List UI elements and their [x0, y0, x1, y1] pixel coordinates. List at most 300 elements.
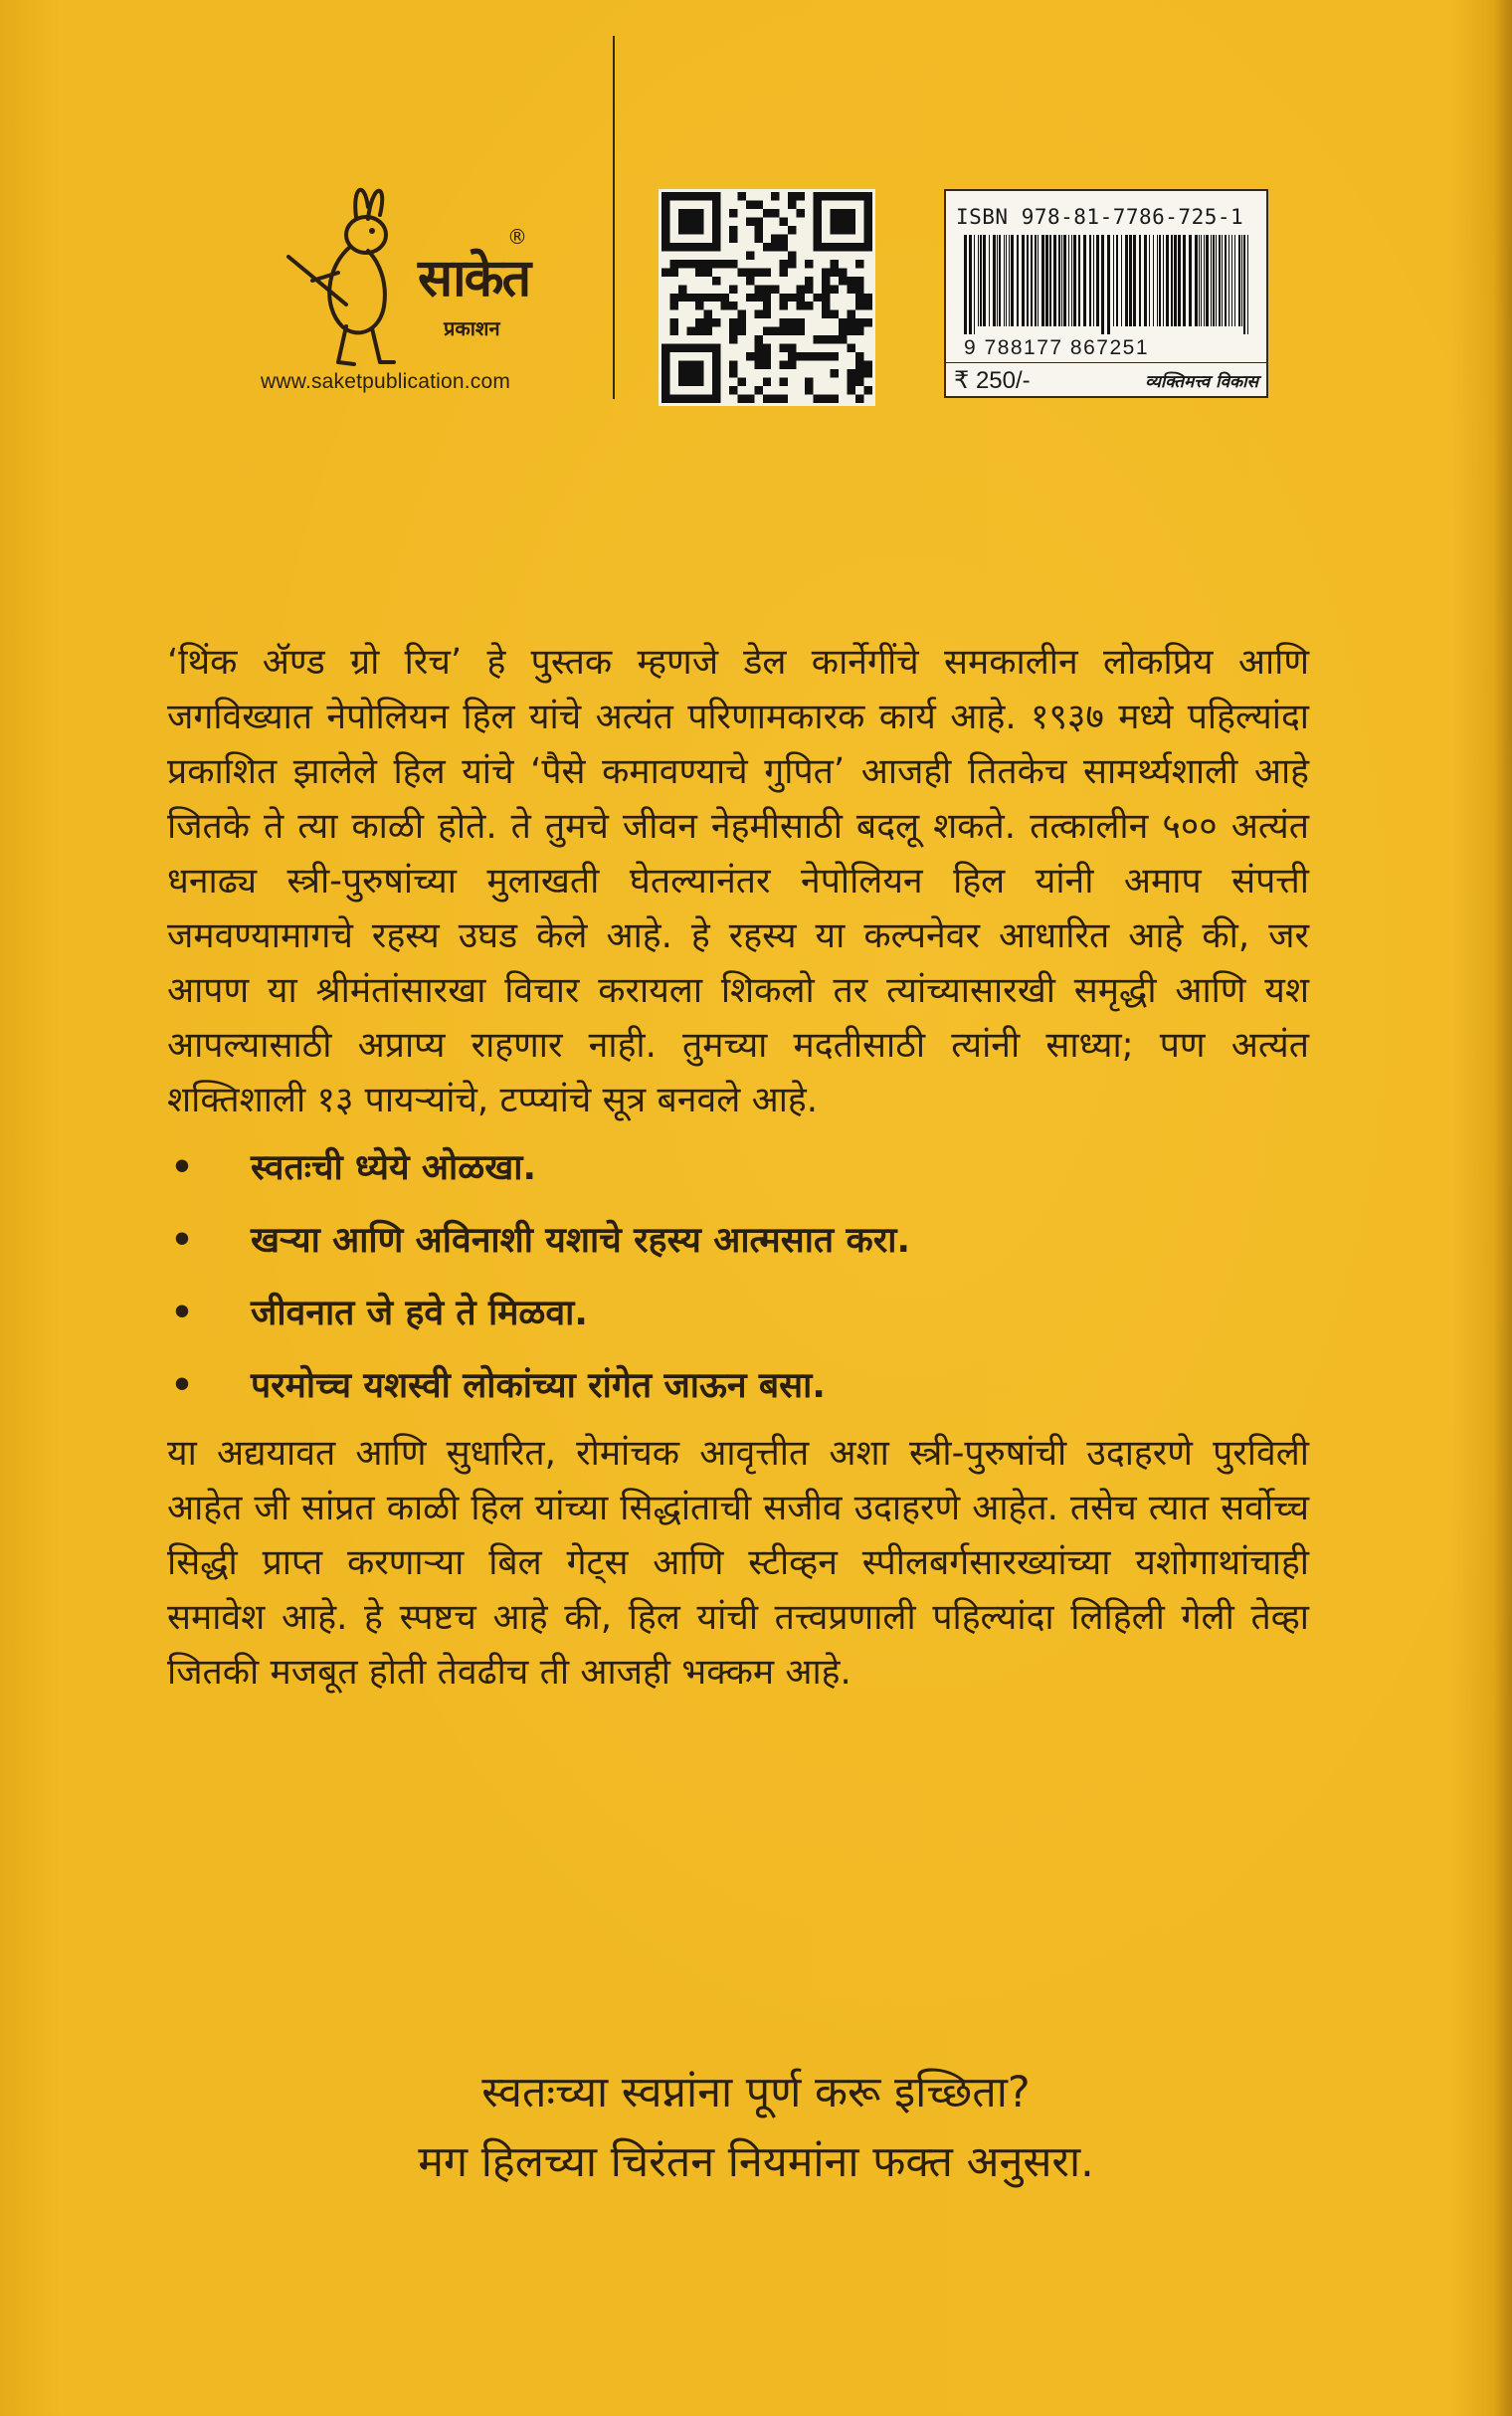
barcode-bar: [1241, 235, 1242, 326]
barcode-bar: [1113, 235, 1114, 326]
qr-module: [686, 344, 694, 352]
qr-module: [780, 243, 788, 251]
qr-module: [831, 335, 839, 343]
qr-module: [729, 318, 737, 326]
qr-module: [737, 378, 745, 386]
qr-module: [831, 243, 839, 251]
qr-module: [754, 226, 762, 234]
qr-module: [746, 294, 754, 302]
qr-module: [780, 378, 788, 386]
qr-module: [864, 386, 872, 394]
price-row: [946, 362, 1266, 397]
qr-module: [678, 369, 686, 377]
qr-module: [720, 260, 728, 268]
barcode-bar: [1107, 235, 1110, 334]
qr-module: [839, 209, 847, 217]
qr-module: [855, 285, 863, 293]
qr-module: [712, 217, 720, 225]
qr-module: [864, 302, 872, 309]
barcode-bar: [974, 235, 975, 334]
qr-module: [712, 352, 720, 360]
barcode-bar: [1247, 235, 1248, 334]
qr-module: [729, 209, 737, 217]
qr-module: [839, 192, 847, 200]
qr-module: [864, 243, 872, 251]
barcode-bar: [964, 235, 967, 334]
qr-module: [695, 226, 703, 234]
qr-module: [729, 361, 737, 369]
qr-module: [703, 318, 711, 326]
barcode-bar: [1045, 235, 1048, 326]
qr-module: [754, 217, 762, 225]
qr-module: [763, 302, 771, 309]
description: [167, 635, 1309, 1700]
qr-module: [712, 369, 720, 377]
qr-module: [763, 395, 771, 403]
barcode-bar: [1071, 235, 1072, 326]
barcode-digits: 9 788177 867251: [964, 336, 1149, 359]
description-paragraph-1: ‘थिंक ॲण्ड ग्रो रिच’ हे पुस्तक म्हणजे डेल कार्नेगींचे समकालीन लोकप्रिय आणि जगविख्यात नेपोलियन हिल यांचे अत्यंत परिणामकारक कार्य आहे. १९३७ मध्ये पहिल्यांदा प्रकाशित झालेले हिल यांचे ‘पैसे कमावण्याचे गुपित’ आजही तितकेच सामर्थ्यशाली आहे जितके ते त्या काळी होते. ते तुमचे जीवन नेहमीसाठी बदलू शकते. तत्कालीन ५०० अत्यंत धनाढ्य स्त्री-पुरुषांच्या मुलाखती घेतल्यानंतर नेपोलियन हिल यांनी अमाप संपत्ती जमवण्यामागचे रहस्य उघड केले आहे. हे रहस्य या कल्पनेवर आधारित आहे की, जर आपण या श्रीमंतांसारखा विचार करायला शिकलो तर त्यांच्यासारखी समृद्धी आणि यश आपल्यासाठी अप्राप्य राहणार नाही. तुमच्या मदतीसाठी त्यांनी साध्या; पण अत्यंत शक्तिशाली १३ पायऱ्यांचे, टप्प्यांचे सूत्र बनवले आहे.: [167, 642, 1309, 1120]
barcode-bar: [997, 235, 998, 326]
qr-module: [712, 361, 720, 369]
qr-module: [746, 217, 754, 225]
barcode-bar: [1171, 235, 1173, 326]
barcode-bar: [983, 235, 986, 326]
qr-module: [737, 192, 745, 200]
barcode-bar: [1073, 235, 1076, 326]
barcode-bar: [1053, 235, 1056, 326]
qr-module: [814, 200, 822, 208]
qr-module: [712, 294, 720, 302]
qr-module: [797, 318, 805, 326]
barcode-bar: [1068, 235, 1069, 326]
qr-module: [695, 268, 703, 276]
qr-module: [686, 378, 694, 386]
qr-module: [695, 344, 703, 352]
bullet-text: स्वतःची ध्येये ओळखा.: [251, 1147, 536, 1188]
qr-module: [662, 234, 669, 242]
qr-module: [831, 352, 839, 360]
qr-module: [788, 192, 796, 200]
qr-module: [814, 243, 822, 251]
qr-module: [695, 369, 703, 377]
qr-module: [662, 226, 669, 234]
qr-module: [848, 378, 855, 386]
qr-module: [678, 361, 686, 369]
qr-module: [839, 335, 847, 343]
qr-module: [848, 344, 855, 352]
qr-module: [771, 192, 779, 200]
barcode-bar: [1121, 235, 1122, 326]
qr-module: [822, 335, 830, 343]
qr-module: [712, 386, 720, 394]
qr-module: [771, 285, 779, 293]
qr-module: [703, 327, 711, 335]
qr-module: [780, 327, 788, 335]
qr-module: [695, 318, 703, 326]
qr-module: [662, 268, 669, 276]
barcode-bar: [1058, 235, 1060, 326]
qr-module: [712, 226, 720, 234]
qr-module: [797, 294, 805, 302]
qr-module: [695, 327, 703, 335]
qr-module: [822, 285, 830, 293]
qr-module: [712, 277, 720, 285]
barcode-bar: [1211, 235, 1212, 326]
barcode-bar: [1083, 235, 1086, 326]
qr-module: [855, 361, 863, 369]
qr-module: [763, 352, 771, 360]
qr-module: [822, 268, 830, 276]
qr-module: [662, 209, 669, 217]
bullet-list: [167, 1131, 1309, 1422]
qr-module: [662, 395, 669, 403]
barcode-bar: [1149, 235, 1150, 326]
qr-module: [814, 395, 822, 403]
barcode-bar: [1222, 235, 1223, 326]
qr-module: [754, 344, 762, 352]
qr-module: [703, 243, 711, 251]
qr-module: [754, 361, 762, 369]
qr-module: [662, 386, 669, 394]
qr-module: [814, 192, 822, 200]
barcode-bar: [1216, 235, 1217, 326]
publisher-subtitle: प्रकाशन: [444, 316, 500, 340]
qr-module: [695, 395, 703, 403]
qr-module: [686, 369, 694, 377]
barcode-bar: [978, 235, 979, 326]
qr-module: [814, 294, 822, 302]
qr-module: [703, 192, 711, 200]
qr-module: [788, 361, 796, 369]
qr-module: [754, 200, 762, 208]
barcode-bar: [1144, 235, 1147, 326]
qr-module: [805, 386, 813, 394]
qr-module: [720, 302, 728, 309]
qr-module: [678, 192, 686, 200]
qr-module: [797, 327, 805, 335]
qr-module: [797, 285, 805, 293]
barcode-bar: [1189, 235, 1192, 326]
registered-mark: ®: [507, 225, 527, 249]
qr-module: [754, 386, 762, 394]
qr-module: [788, 352, 796, 360]
qr-module: [678, 294, 686, 302]
qr-module: [737, 310, 745, 318]
qr-module: [831, 226, 839, 234]
qr-module: [686, 327, 694, 335]
barcode-bar: [1031, 235, 1033, 326]
qr-module: [763, 209, 771, 217]
qr-module: [831, 192, 839, 200]
qr-module: [805, 378, 813, 386]
qr-module: [678, 260, 686, 268]
barcode-bar: [1183, 235, 1186, 326]
list-item: [167, 1349, 1309, 1422]
qr-module: [788, 294, 796, 302]
barcode-bar: [1225, 235, 1227, 326]
qr-module: [839, 277, 847, 285]
barcode-bar: [1166, 235, 1169, 326]
barcode-bar: [1201, 235, 1202, 326]
price: ₹ 250/-: [954, 367, 1031, 394]
qr-module: [822, 277, 830, 285]
qr-module: [788, 226, 796, 234]
qr-module: [669, 268, 677, 276]
barcode-bar: [1204, 235, 1205, 326]
publisher-name: साकेत: [418, 249, 530, 308]
barcode-bar: [1195, 235, 1198, 326]
qr-module: [780, 395, 788, 403]
qr-module: [686, 395, 694, 403]
barcode-bar: [1041, 235, 1044, 326]
qr-module: [662, 344, 669, 352]
bullet-text: परमोच्च यशस्वी लोकांच्या रांगेत जाऊन बसा.: [251, 1365, 826, 1406]
qr-module: [746, 251, 754, 259]
qr-module: [831, 369, 839, 377]
qr-module: [695, 361, 703, 369]
barcode-bar: [1159, 235, 1161, 326]
qr-module: [678, 209, 686, 217]
qr-module: [831, 260, 839, 268]
qr-module: [831, 209, 839, 217]
barcode-bar: [1178, 235, 1181, 326]
barcode-bar: [1022, 235, 1025, 326]
qr-module: [686, 361, 694, 369]
category-label: व्यक्तिमत्त्व विकास: [1145, 372, 1258, 392]
qr-module: [771, 209, 779, 217]
qr-module: [848, 226, 855, 234]
qr-module: [695, 192, 703, 200]
qr-module: [678, 217, 686, 225]
qr-module: [729, 369, 737, 377]
qr-module: [848, 217, 855, 225]
barcode-bar: [1243, 235, 1245, 334]
vertical-divider: [613, 36, 615, 399]
list-item: [167, 1204, 1309, 1277]
barcode-bar: [1017, 235, 1019, 326]
qr-module: [839, 327, 847, 335]
qr-module: [678, 395, 686, 403]
qr-module: [737, 268, 745, 276]
barcode-bar: [1163, 235, 1164, 326]
qr-module: [788, 200, 796, 208]
qr-module: [695, 378, 703, 386]
qr-module: [814, 335, 822, 343]
barcode-bar: [1206, 235, 1209, 326]
qr-module: [822, 302, 830, 309]
qr-module: [669, 294, 677, 302]
qr-module: [855, 327, 863, 335]
qr-module: [763, 327, 771, 335]
qr-module: [822, 192, 830, 200]
qr-module: [763, 268, 771, 276]
qr-module: [662, 352, 669, 360]
barcode-bar: [1009, 235, 1010, 326]
qr-module: [763, 294, 771, 302]
qr-module: [695, 302, 703, 309]
qr-module: [678, 226, 686, 234]
qr-module: [695, 260, 703, 268]
qr-module: [831, 395, 839, 403]
qr-module: [729, 285, 737, 293]
qr-module: [763, 361, 771, 369]
qr-module: [797, 302, 805, 309]
barcode-bar: [980, 235, 982, 326]
barcode-bar: [1133, 235, 1136, 326]
bullet-icon: •: [170, 1220, 194, 1261]
barcode-bar: [1238, 235, 1240, 326]
qr-module: [771, 243, 779, 251]
qr-module: [855, 395, 863, 403]
qr-module: [662, 217, 669, 225]
qr-module: [780, 344, 788, 352]
qr-module: [822, 294, 830, 302]
qr-module: [864, 217, 872, 225]
qr-module: [788, 251, 796, 259]
qr-module: [855, 352, 863, 360]
barcode-bar: [1038, 235, 1039, 326]
qr-module: [780, 318, 788, 326]
qr-module: [814, 234, 822, 242]
qr-module: [788, 318, 796, 326]
qr-module: [746, 200, 754, 208]
isbn-barcode-box: [944, 189, 1268, 398]
qr-module: [754, 294, 762, 302]
qr-module: [855, 318, 863, 326]
qr-module: [805, 302, 813, 309]
qr-module: [848, 209, 855, 217]
barcode-bar: [1219, 235, 1221, 326]
qr-module: [703, 310, 711, 318]
barcode-bar: [989, 235, 990, 326]
barcode-bar: [1061, 235, 1062, 326]
qr-module: [814, 226, 822, 234]
qr-module: [855, 277, 863, 285]
qr-module: [848, 285, 855, 293]
qr-module: [686, 294, 694, 302]
qr-module: [695, 243, 703, 251]
barcode-bar: [1049, 235, 1051, 326]
qr-module: [686, 226, 694, 234]
qr-module: [729, 260, 737, 268]
qr-module: [669, 192, 677, 200]
qr-module: [746, 395, 754, 403]
qr-module: [712, 243, 720, 251]
qr-module: [686, 217, 694, 225]
qr-module: [695, 294, 703, 302]
qr-module: [669, 327, 677, 335]
barcode-bar: [1006, 235, 1007, 326]
qr-module: [839, 243, 847, 251]
qr-module: [780, 260, 788, 268]
barcode-bar: [1035, 235, 1037, 326]
qr-module: [839, 318, 847, 326]
qr-module: [864, 294, 872, 302]
qr-module: [662, 361, 669, 369]
barcode-bar: [1004, 235, 1005, 326]
qr-module: [686, 260, 694, 268]
qr-module: [712, 192, 720, 200]
qr-module: [686, 209, 694, 217]
qr-module: [864, 318, 872, 326]
barcode-bar: [969, 235, 972, 334]
qr-module: [814, 352, 822, 360]
barcode-bar: [999, 235, 1001, 326]
qr-module: [848, 192, 855, 200]
publisher-website[interactable]: www.saketpublication.com: [261, 370, 511, 393]
bullet-icon: •: [170, 1147, 194, 1188]
qr-module: [864, 361, 872, 369]
qr-module: [864, 226, 872, 234]
qr-module: [720, 294, 728, 302]
qr-module: [754, 234, 762, 242]
qr-module: [662, 192, 669, 200]
qr-module: [831, 217, 839, 225]
qr-module: [814, 217, 822, 225]
barcode-bar: [1093, 235, 1094, 326]
qr-module: [855, 243, 863, 251]
qr-module: [662, 200, 669, 208]
qr-module: [771, 234, 779, 242]
qr-module: [678, 344, 686, 352]
qr-module: [822, 352, 830, 360]
bullet-text: खऱ्या आणि अविनाशी यशाचे रहस्य आत्मसात करा.: [251, 1220, 910, 1261]
qr-module: [695, 209, 703, 217]
barcode-bar: [1153, 235, 1154, 326]
qr-module: [831, 268, 839, 276]
qr-module: [703, 268, 711, 276]
barcode-bar: [1078, 235, 1080, 326]
qr-module: [780, 294, 788, 302]
barcode-bar: [1101, 235, 1104, 334]
qr-module: [754, 268, 762, 276]
qr-module: [822, 243, 830, 251]
barcode-bar: [1129, 235, 1132, 326]
qr-module: [729, 327, 737, 335]
qr-module: [669, 302, 677, 309]
qr-module: [686, 192, 694, 200]
qr-module: [729, 234, 737, 242]
qr-module: [805, 352, 813, 360]
qr-module: [848, 327, 855, 335]
qr-code-icon: [659, 189, 875, 406]
qr-module: [678, 378, 686, 386]
bullet-icon: •: [170, 1365, 194, 1406]
qr-module: [763, 285, 771, 293]
qr-module: [662, 378, 669, 386]
qr-module: [855, 302, 863, 309]
description-paragraph-2: या अद्ययावत आणि सुधारित, रोमांचक आवृत्तीत अशा स्त्री-पुरुषांची उदाहरणे पुरविली आहेत जी सांप्रत काळी हिल यांच्या सिद्धांताची सजीव उदाहरणे आहेत. तसेच त्यात सर्वोच्च सिद्धी प्राप्त करणाऱ्या बिल गेट्स आणि स्टीव्हन स्पीलबर्गसारख्यांच्या यशोगाथांचाही समावेश आहे. हे स्पष्टच आहे की, हिल यांची तत्त्वप्रणाली पहिल्यांदा लिहिली गेली तेव्हा जितकी मजबूत होती तेवढीच ती आजही भक्कम आहे.: [167, 1433, 1309, 1693]
qr-module: [864, 234, 872, 242]
qr-module: [864, 209, 872, 217]
barcode-bar: [1063, 235, 1066, 326]
qr-module: [780, 268, 788, 276]
barcode-bar: [1096, 235, 1099, 326]
rabbit-mascot-icon: [269, 177, 428, 376]
qr-module: [839, 217, 847, 225]
qr-module: [848, 386, 855, 394]
qr-module: [729, 386, 737, 394]
qr-module: [814, 209, 822, 217]
barcode-bar: [1228, 235, 1229, 326]
qr-module: [822, 310, 830, 318]
barcode-bar: [1125, 235, 1128, 326]
isbn-label: ISBN 978-81-7786-725-1: [956, 205, 1244, 229]
qr-module: [669, 260, 677, 268]
qr-module: [754, 352, 762, 360]
qr-module: [864, 369, 872, 377]
